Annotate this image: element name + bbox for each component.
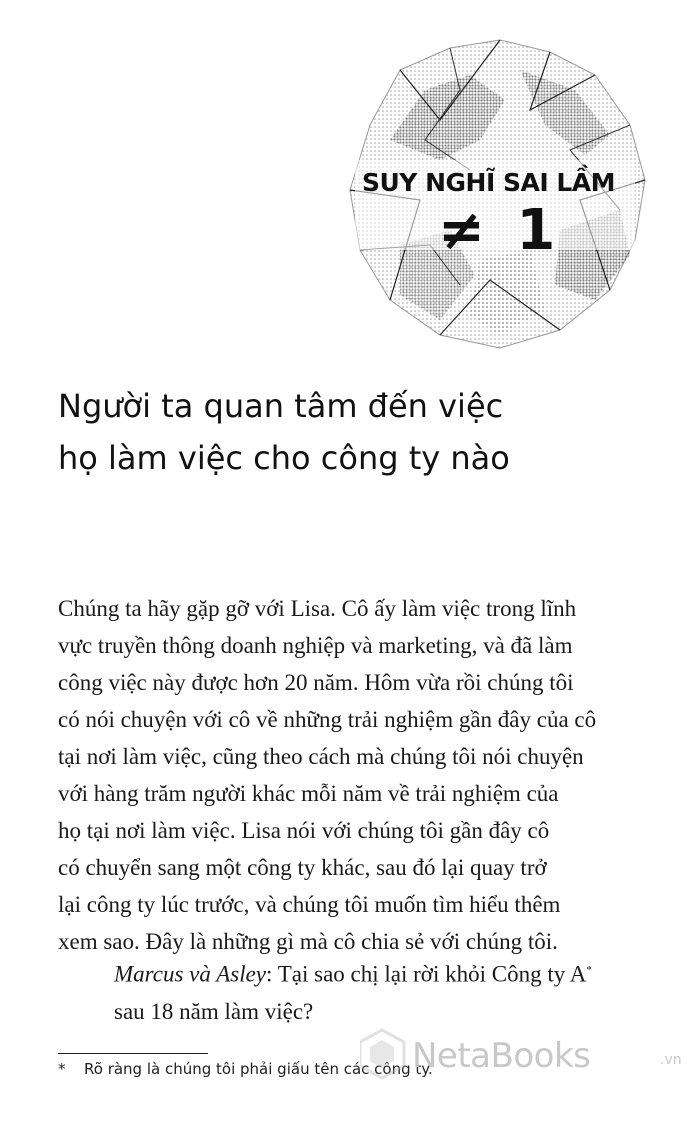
- body-line-10: xem sao. Đây là những gì mà cô chia sẻ với chúng tôi.: [58, 929, 558, 954]
- watermark-suffix: .vn: [660, 1052, 682, 1068]
- footnote-marker: *: [586, 964, 592, 976]
- watermark-text: NetaBooks: [412, 1036, 591, 1076]
- interview-line-1: [114, 952, 674, 993]
- interview-question: [114, 952, 674, 1030]
- chapter-title-line-1: Người ta quan tâm đến việc: [58, 387, 504, 425]
- chapter-title: [58, 380, 658, 484]
- body-line-5: tại nơi làm việc, cũng theo cách mà chúng tôi nói chuyện: [58, 744, 584, 769]
- body-line-9: lại công ty lúc trước, và chúng tôi muốn tìm hiểu thêm: [58, 892, 561, 917]
- body-line-8: có chuyển sang một công ty khác, sau đó lại quay trở: [58, 855, 547, 880]
- body-line-2: vực truyền thông doanh nghiệp và marketing, và đã làm: [58, 633, 573, 658]
- interview-question-text: : Tại sao chị lại rời khỏi Công ty A: [266, 961, 587, 987]
- body-line-1: Chúng ta hãy gặp gỡ với Lisa. Cô ấy làm việc trong lĩnh: [58, 596, 577, 621]
- chapter-number: ≠ 1: [438, 198, 562, 263]
- chapter-title-line-2: họ làm việc cho công ty nào: [58, 439, 510, 477]
- footnote-text: Rõ ràng là chúng tôi phải giấu tên các công ty.: [84, 1060, 433, 1078]
- footnote-star: *: [58, 1060, 66, 1078]
- body-line-3: công việc này được hơn 20 năm. Hôm vừa rồi chúng tôi: [58, 670, 574, 695]
- body-paragraph: [58, 590, 658, 960]
- footnote-divider: [58, 1053, 208, 1054]
- interview-speaker: Marcus và Asley: [114, 961, 267, 987]
- chapter-label: SUY NGHĨ SAI LẦM: [362, 168, 615, 197]
- body-line-6: với hàng trăm người khác mỗi năm về trải nghiệm của: [58, 781, 559, 806]
- body-line-7: họ tại nơi làm việc. Lisa nói với chúng tôi gần đây cô: [58, 818, 550, 843]
- interview-line-2: sau 18 năm làm việc?: [114, 998, 314, 1024]
- body-line-4: có nói chuyện với cô về những trải nghiệm gần đây của cô: [58, 707, 597, 732]
